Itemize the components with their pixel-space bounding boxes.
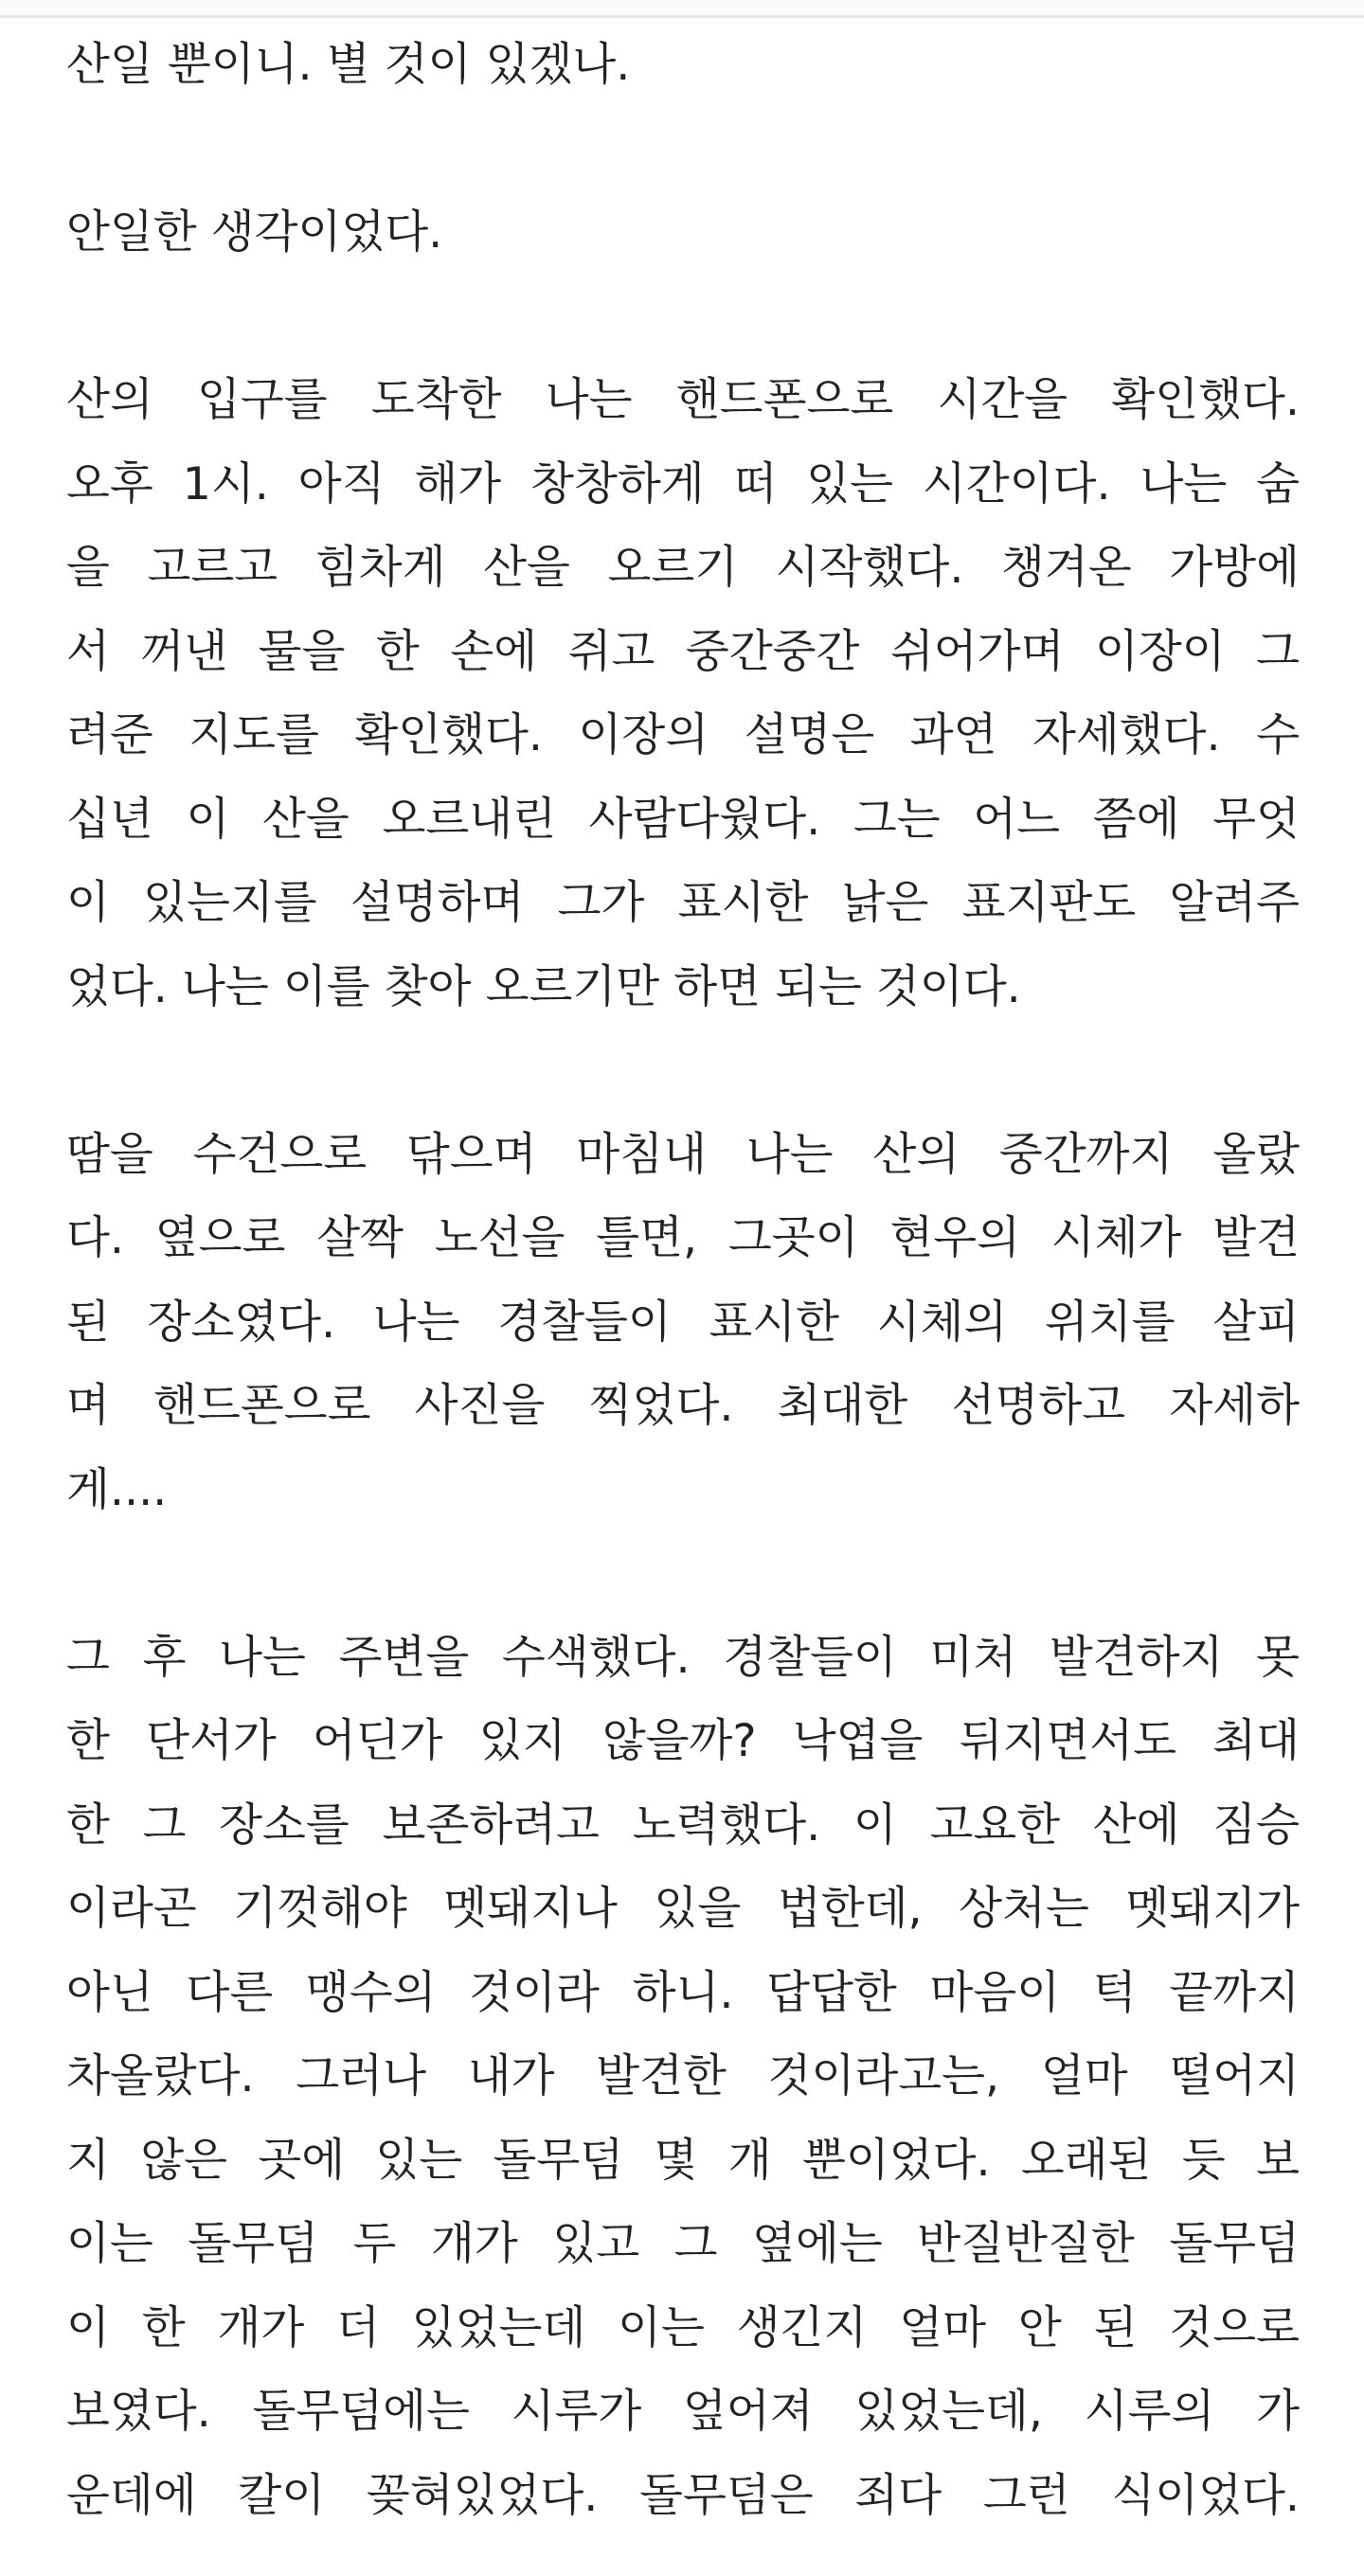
text-line: 아닌 다른 맹수의 것이라 하니. 답답한 마음이 턱 끝까지 [66,1966,1300,2019]
text-line: 을 고르고 힘차게 산을 오르기 시작했다. 챙겨온 가방에 [66,542,1300,594]
text-line: 이 있는지를 설명하며 그가 표시한 낡은 표지판도 알려주 [66,877,1300,929]
text-line: 안일한 생각이었다. [66,206,443,259]
text-line: 이 한 개가 더 있었는데 이는 생긴지 얼마 안 된 것으로 [66,2301,1300,2354]
text-line: 차올랐다. 그러나 내가 발견한 것이라고는, 얼마 떨어지 [66,2050,1300,2102]
text-line: 산의 입구를 도착한 나는 핸드폰으로 시간을 확인했다. [66,374,1300,426]
text-line: 서 꺼낸 물을 한 손에 쥐고 중간중간 쉬어가며 이장이 그 [66,625,1300,678]
text-line: 지 않은 곳에 있는 돌무덤 몇 개 뿐이었다. 오래된 듯 보 [66,2134,1300,2187]
paragraph-5 [66,1617,1300,2539]
text-line: 십년 이 산을 오르내린 사람다웠다. 그는 어느 쯤에 무엇 [66,793,1300,846]
text-line: 그 후 나는 주변을 수색했다. 경찰들이 미처 발견하지 못 [66,1631,1300,1684]
text-line: 며 핸드폰으로 사진을 찍었다. 최대한 선명하고 자세하 [66,1380,1300,1432]
paragraph-3 [66,359,1300,1029]
top-divider [0,0,1364,18]
text-line: 다. 옆으로 살짝 노선을 틀면, 그곳이 현우의 시체가 발견 [66,1212,1300,1264]
paragraph-2 [66,191,1300,276]
text-line: 보였다. 돌무덤에는 시루가 엎어져 있었는데, 시루의 가 [66,2386,1300,2438]
paragraph-4 [66,1114,1300,1533]
article-body [66,24,1300,2538]
paragraph-gap [66,1029,1300,1114]
text-line: 한 그 장소를 보존하려고 노력했다. 이 고요한 산에 짐승 [66,1798,1300,1852]
paragraph-1 [66,24,1300,108]
text-line: 이는 돌무덤 두 개가 있고 그 옆에는 반질반질한 돌무덤 [66,2218,1300,2270]
text-line: 땀을 수건으로 닦으며 마침내 나는 산의 중간까지 올랐 [66,1128,1300,1181]
paragraph-gap [66,108,1300,192]
text-line: 게.... [66,1463,168,1516]
text-line: 이라곤 기껏해야 멧돼지나 있을 법한데, 상처는 멧돼지가 [66,1883,1300,1935]
text-line: 오후 1시. 아직 해가 창창하게 떠 있는 시간이다. 나는 숨 [66,457,1300,510]
paragraph-gap [66,1532,1300,1617]
text-line: 한 단서가 어딘가 있지 않을까? 낙엽을 뒤지면서도 최대 [66,1715,1300,1767]
text-line: 운데에 칼이 꽂혀있었다. 돌무덤은 죄다 그런 식이었다. [66,2469,1300,2522]
text-line: 었다. 나는 이를 찾아 오르기만 하면 되는 것이다. [66,960,1021,1013]
text-line: 산일 뿐이니. 별 것이 있겠나. [66,39,631,91]
paragraph-gap [66,276,1300,360]
text-line: 려준 지도를 확인했다. 이장의 설명은 과연 자세했다. 수 [66,709,1300,761]
text-line: 된 장소였다. 나는 경찰들이 표시한 시체의 위치를 살피 [66,1296,1300,1349]
